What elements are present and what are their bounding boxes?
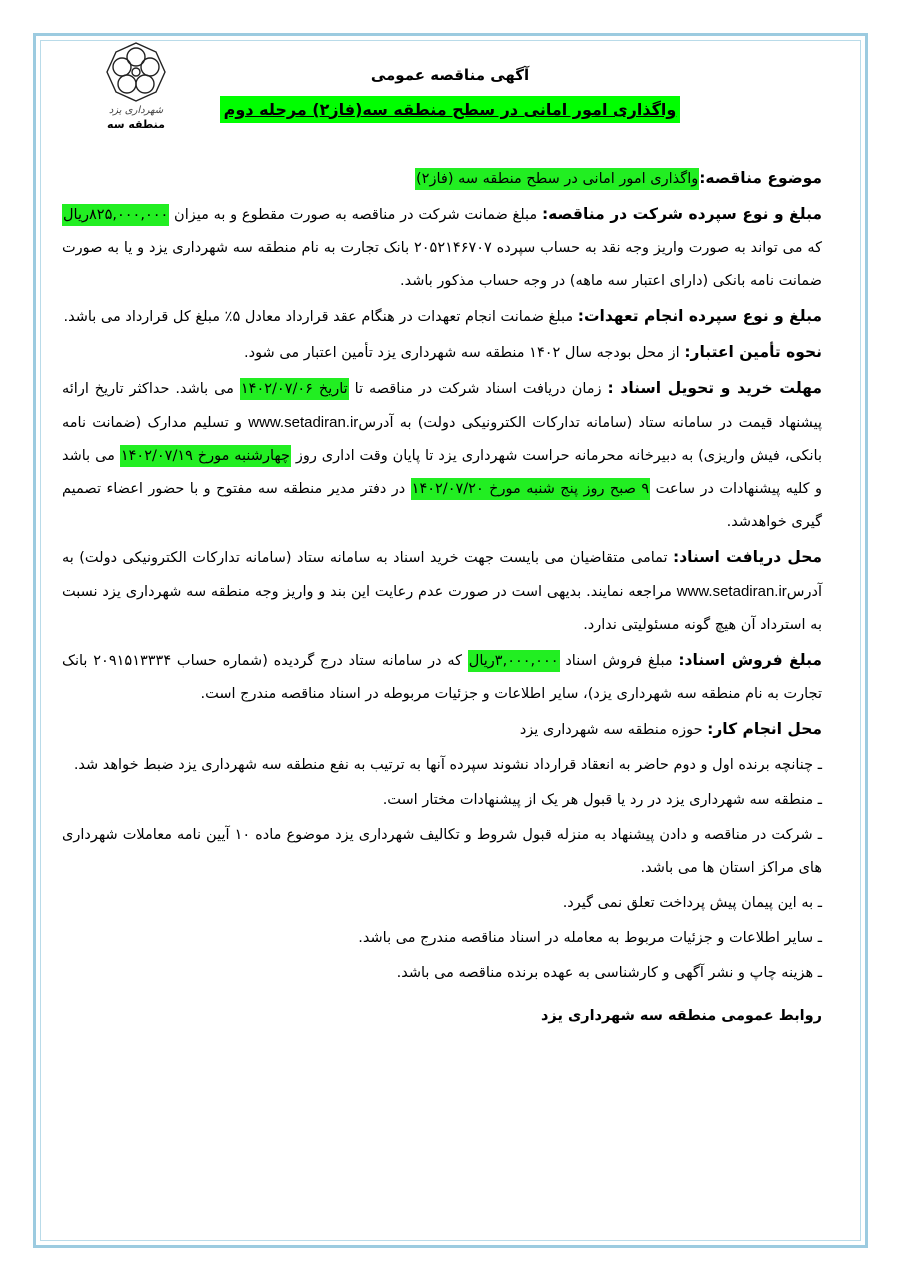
highlighted-text: ۹ صبح روز پنج شنبه مورخ ۱۴۰۲/۰۷/۲۰ <box>411 478 651 500</box>
page-title: آگهی مناقصه عمومی <box>370 66 530 84</box>
section-text: در دفتر مدیر منطقه سه مفتوح و با حضور اعضاء تصمیم گیری خواهدشد. <box>62 481 822 530</box>
section <box>62 372 822 539</box>
section-text: تمامی متقاضیان می بایست جهت خرید اسناد به سامانه ستاد (سامانه تدارکات الکترونیکی دولت) به آدرس <box>62 550 822 600</box>
website-link[interactable]: www.setadiran.ir <box>248 414 359 431</box>
section-label: مبلغ و نوع سپرده انجام تعهدات: <box>577 307 822 325</box>
page-subtitle: واگذاری امور امانی در سطح منطقه سه(فاز۲) مرحله دوم <box>220 96 681 123</box>
section-text: مبلغ ضمانت شرکت در مناقصه به صورت مقطوع و به میزان <box>169 207 542 223</box>
section-text: که می تواند به صورت واریز وجه نقد به حساب سپرده ۲۰۵۲۱۴۶۷۰۷ بانک تجارت به نام منطقه سه شهرداری یزد و یا به صورت ضمانت نامه بانکی (دارای اعتبار سه ماهه) در وجه حساب مذکور باشد. <box>62 240 823 289</box>
section-text: مبلغ فروش اسناد <box>559 653 679 669</box>
section <box>62 162 822 196</box>
section-label: مبلغ فروش اسناد: <box>678 651 822 669</box>
section-text: می باشد. حداکثر تاریخ ارائه پیشنهاد قیمت در سامانه ستاد (سامانه تدارکات الکترونیکی دولت) به آدرس <box>62 381 822 431</box>
section-label: محل دریافت اسناد: <box>673 548 822 566</box>
section-text: مبلغ ضمانت انجام تعهدات در هنگام عقد قرارداد معادل ۵٪ مبلغ کل قرارداد می باشد. <box>63 309 578 325</box>
sections <box>62 162 822 747</box>
section-text: از محل بودجه سال ۱۴۰۲ منطقه سه شهرداری یزد تأمین اعتبار می شود. <box>244 345 685 361</box>
signature: روابط عمومی منطقه سه شهرداری یزد <box>540 1008 822 1024</box>
section <box>62 300 822 334</box>
section <box>62 336 822 370</box>
section-label: نحوه تأمین اعتبار: <box>684 343 822 361</box>
section-text: می باشد و کلیه پیشنهادات در ساعت <box>62 448 823 497</box>
highlighted-text: چهارشنبه مورخ ۱۴۰۲/۰۷/۱۹ <box>120 445 291 467</box>
notice-body <box>62 162 822 1033</box>
condition-item: ـ چنانچه برنده اول و دوم حاضر به انعقاد قرارداد نشوند سپرده آنها به ترتیب به نفع منطقه سه شهرداری یزد ضبط خواهد شد. <box>73 757 822 773</box>
condition-item: ـ سایر اطلاعات و جزئیات مربوط به معامله در اسناد مناقصه مندرج می باشد. <box>358 930 822 946</box>
section-text: مراجعه نمایند. بدیهی است در صورت عدم رعایت این بند و واریز وجه منطقه سه شهرداری یزد نسبت به استرداد آن هیچ گونه مسئولیتی ندارد. <box>62 584 822 633</box>
section <box>62 644 822 711</box>
section-text: که در سامانه ستاد درج گردیده (شماره حساب ۲۰۹۱۵۱۳۳۳۴ بانک تجارت به نام منطقه سه شهرداری یزد)، سایر اطلاعات و جزئیات مربوطه در اسناد مناقصه مندرج است. <box>62 653 822 702</box>
section-text: و تسلیم مدارک (ضمانت نامه بانکی، فیش واریزی) به دبیرخانه محرمانه حراست شهرداری یزد تا پایان وقت اداری روز <box>62 415 822 464</box>
section <box>62 541 822 642</box>
logo-script-text: شهرداری یزد <box>108 105 164 116</box>
section-text: حوزه منطقه سه شهرداری یزد <box>519 722 708 738</box>
section <box>62 198 822 298</box>
section-label: موضوع مناقصه: <box>699 169 822 187</box>
highlighted-text: ۳,۰۰۰,۰۰۰ریال <box>468 650 560 672</box>
condition-item: ـ به این پیمان پیش پرداخت تعلق نمی گیرد. <box>562 895 822 911</box>
condition-item: ـ منطقه سه شهرداری یزد در رد یا قبول هر یک از پیشنهادات مختار است. <box>382 792 822 808</box>
condition-item: ـ شرکت در مناقصه و دادن پیشنهاد به منزله قبول شروط و تکالیف شهرداری یزد موضوع ماده ۱۰ آیین نامه معاملات شهرداری های مراکز استان ها می باشد. <box>62 827 822 876</box>
highlighted-text: ۸۲۵,۰۰۰,۰۰۰ریال <box>62 204 169 226</box>
section-label: مبلغ و نوع سپرده شرکت در مناقصه: <box>541 205 822 223</box>
condition-item: ـ هزینه چاپ و نشر آگهی و کارشناسی به عهده برنده مناقصه می باشد. <box>396 965 822 981</box>
section-label: مهلت خرید و تحویل اسناد : <box>607 379 822 397</box>
section-label: محل انجام کار: <box>707 720 822 738</box>
highlighted-text: تاریخ ۱۴۰۲/۰۷/۰۶ <box>240 378 349 400</box>
highlighted-text: واگذاری امور امانی در سطح منطقه سه (فاز۲) <box>415 168 699 190</box>
logo-caption: منطقه سه <box>107 118 165 131</box>
section-text: زمان دریافت اسناد شرکت در مناقصه تا <box>348 381 608 397</box>
section <box>62 713 822 747</box>
conditions-list <box>62 749 822 990</box>
website-link[interactable]: www.setadiran.ir <box>676 583 787 600</box>
